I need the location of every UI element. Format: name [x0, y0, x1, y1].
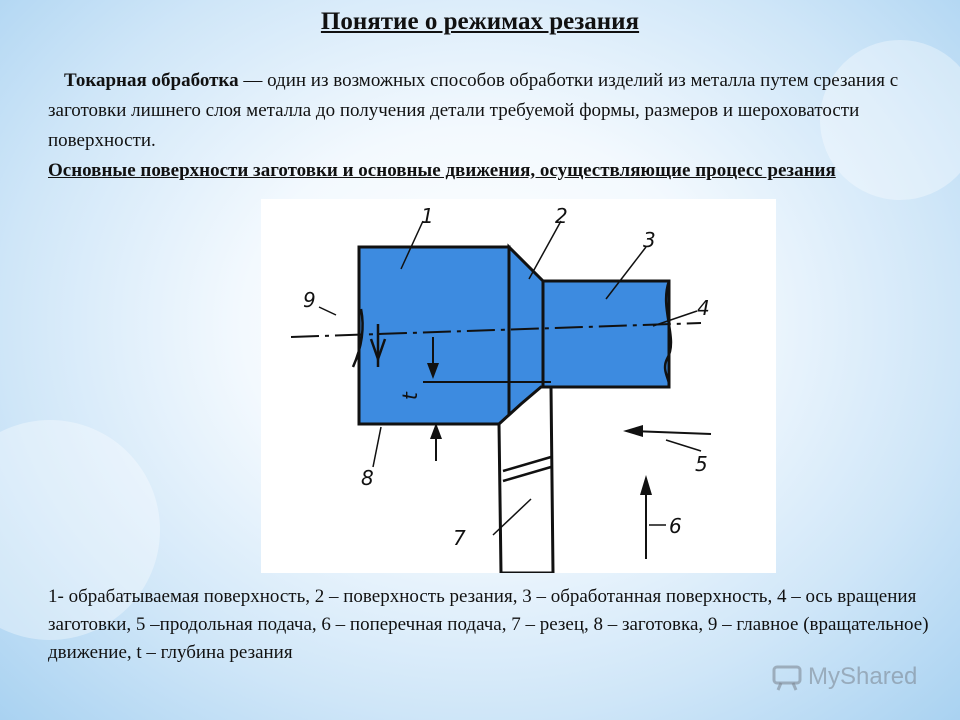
- figure-caption: 1- обрабатываемая поверхность, 2 – поверхность резания, 3 – обработанная поверхность, 4 – ось вращения заготовки, 5 –продольная подача, 6 – поперечная подача, 7 – резец, 8 – заготовка, 9 – главное (вращательное) движение, t – глубина резания: [48, 586, 929, 663]
- turning-diagram: [261, 199, 776, 573]
- slide-title: Понятие о режимах резания: [320, 8, 640, 35]
- projector-icon: [772, 663, 802, 691]
- label-9: 9: [303, 288, 316, 312]
- label-5: 5: [695, 452, 708, 476]
- label-t: t: [398, 392, 422, 400]
- watermark-text: MyShared: [808, 663, 918, 690]
- section-subheading: Основные поверхности заготовки и основные движения, осуществляющие процесс резания: [48, 160, 836, 181]
- intro-paragraph: [48, 66, 948, 156]
- intro-term: Токарная обработка: [64, 70, 239, 91]
- machined-surface: [543, 281, 669, 387]
- label-3: 3: [643, 228, 656, 252]
- label-6: 6: [669, 514, 682, 538]
- label-1: 1: [421, 204, 434, 228]
- workpiece-body: [359, 247, 509, 424]
- label-7: 7: [453, 526, 466, 550]
- watermark: [772, 660, 917, 694]
- intro-text: — один из возможных способов обработки изделий из металла путем срезания с заготовки лишнего слоя металла до получения детали требуемой формы, размеров и шероховатости поверхности.: [48, 70, 899, 151]
- label-2: 2: [555, 204, 568, 228]
- label-8: 8: [361, 466, 374, 490]
- label-4: 4: [697, 296, 710, 320]
